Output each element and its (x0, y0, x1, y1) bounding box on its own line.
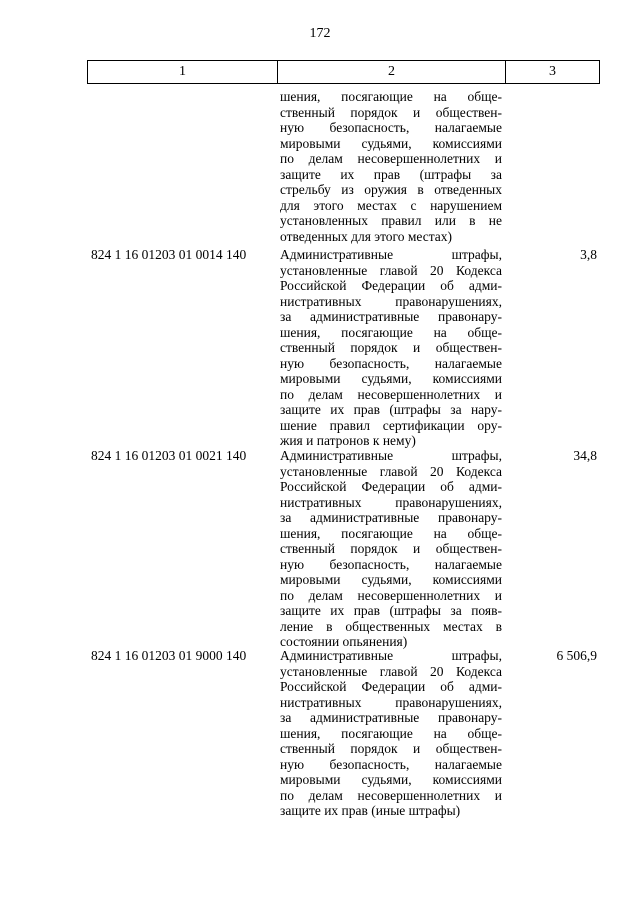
description-line: Административные штрафы, (280, 648, 502, 663)
description-line: шения, посягающие на обще- (280, 725, 502, 741)
description-line: шения, посягающие на обще- (280, 525, 502, 541)
description-line: защите их прав (штрафы за нару- (280, 402, 502, 417)
description-line: стрельбу из оружия в отведенных (280, 182, 502, 197)
description-line: шения, посягающие на обще- (280, 324, 502, 340)
description-line: ственный порядок и обществен- (280, 104, 502, 120)
description-line: ную безопасность, налагаемые (280, 120, 502, 135)
header-col-1: 1 (88, 61, 278, 83)
description-line: по делам несовершеннолетних и (280, 151, 502, 166)
description-line: мировыми судьями, комиссиями (280, 572, 502, 587)
row-description (280, 648, 502, 819)
description-line: шение правил сертификации ору- (280, 417, 502, 433)
description-line: ную безопасность, налагаемые (280, 556, 502, 572)
description-line: ление в общественных местах в (280, 618, 502, 634)
description-line: установленные главой 20 Кодекса (280, 262, 502, 278)
row-code: 824 1 16 01203 01 0014 140 (91, 247, 247, 262)
row-description (280, 448, 502, 650)
page-number: 172 (309, 26, 331, 41)
description-line: отведенных для этого местах) (280, 228, 453, 244)
row-amount: 34,8 (573, 448, 597, 463)
description-line: по делам несовершеннолетних и (280, 587, 502, 603)
row-amount: 3,8 (580, 247, 597, 262)
description-line: Российской Федерации об адми- (280, 278, 502, 293)
description-line: ственный порядок и обществен- (280, 340, 502, 355)
header-col-2: 2 (278, 61, 506, 83)
description-line: ную безопасность, налагаемые (280, 355, 502, 371)
description-line: установленные главой 20 Кодекса (280, 463, 502, 479)
description-line: нистративных правонарушениях, (280, 694, 502, 710)
description-line: по делам несовершеннолетних и (280, 787, 502, 803)
table-header (87, 60, 600, 84)
description-line: шения, посягающие на обще- (280, 89, 502, 104)
description-line: защите их прав (штрафы за (280, 166, 502, 182)
header-col-3: 3 (549, 64, 556, 79)
description-line: ственный порядок и обществен- (280, 741, 502, 756)
description-line: защите их прав (штрафы за появ- (280, 603, 502, 618)
row-amount: 6 506,9 (556, 648, 597, 663)
description-line: за административные правонару- (280, 710, 502, 725)
description-line: мировыми судьями, комиссиями (280, 772, 502, 787)
description-line: нистративных правонарушениях, (280, 293, 502, 309)
description-line: Административные штрафы, (280, 247, 502, 262)
description-line: для этого местах с нарушением (280, 197, 502, 213)
row-code: 824 1 16 01203 01 0021 140 (91, 448, 247, 463)
description-line: по делам несовершеннолетних и (280, 386, 502, 402)
description-line: жия и патронов к нему) (280, 433, 416, 448)
description-line: установленные главой 20 Кодекса (280, 663, 502, 679)
row-description (280, 89, 502, 244)
description-line: состоянии опьянения) (280, 634, 408, 649)
description-line: Административные штрафы, (280, 448, 502, 463)
description-line: за административные правонару- (280, 510, 502, 525)
description-line: Российской Федерации об адми- (280, 479, 502, 494)
description-line: мировыми судьями, комиссиями (280, 371, 502, 386)
description-line: ную безопасность, налагаемые (280, 756, 502, 772)
description-line: нистративных правонарушениях, (280, 494, 502, 510)
description-line: ственный порядок и обществен- (280, 541, 502, 556)
description-line: мировыми судьями, комиссиями (280, 135, 502, 151)
description-line: установленных правил или в не (280, 213, 502, 228)
description-line: защите их прав (иные штрафы) (280, 803, 461, 818)
row-description (280, 247, 502, 449)
description-line: за административные правонару- (280, 309, 502, 324)
description-line: Российской Федерации об адми- (280, 679, 502, 694)
row-code: 824 1 16 01203 01 9000 140 (91, 648, 247, 663)
